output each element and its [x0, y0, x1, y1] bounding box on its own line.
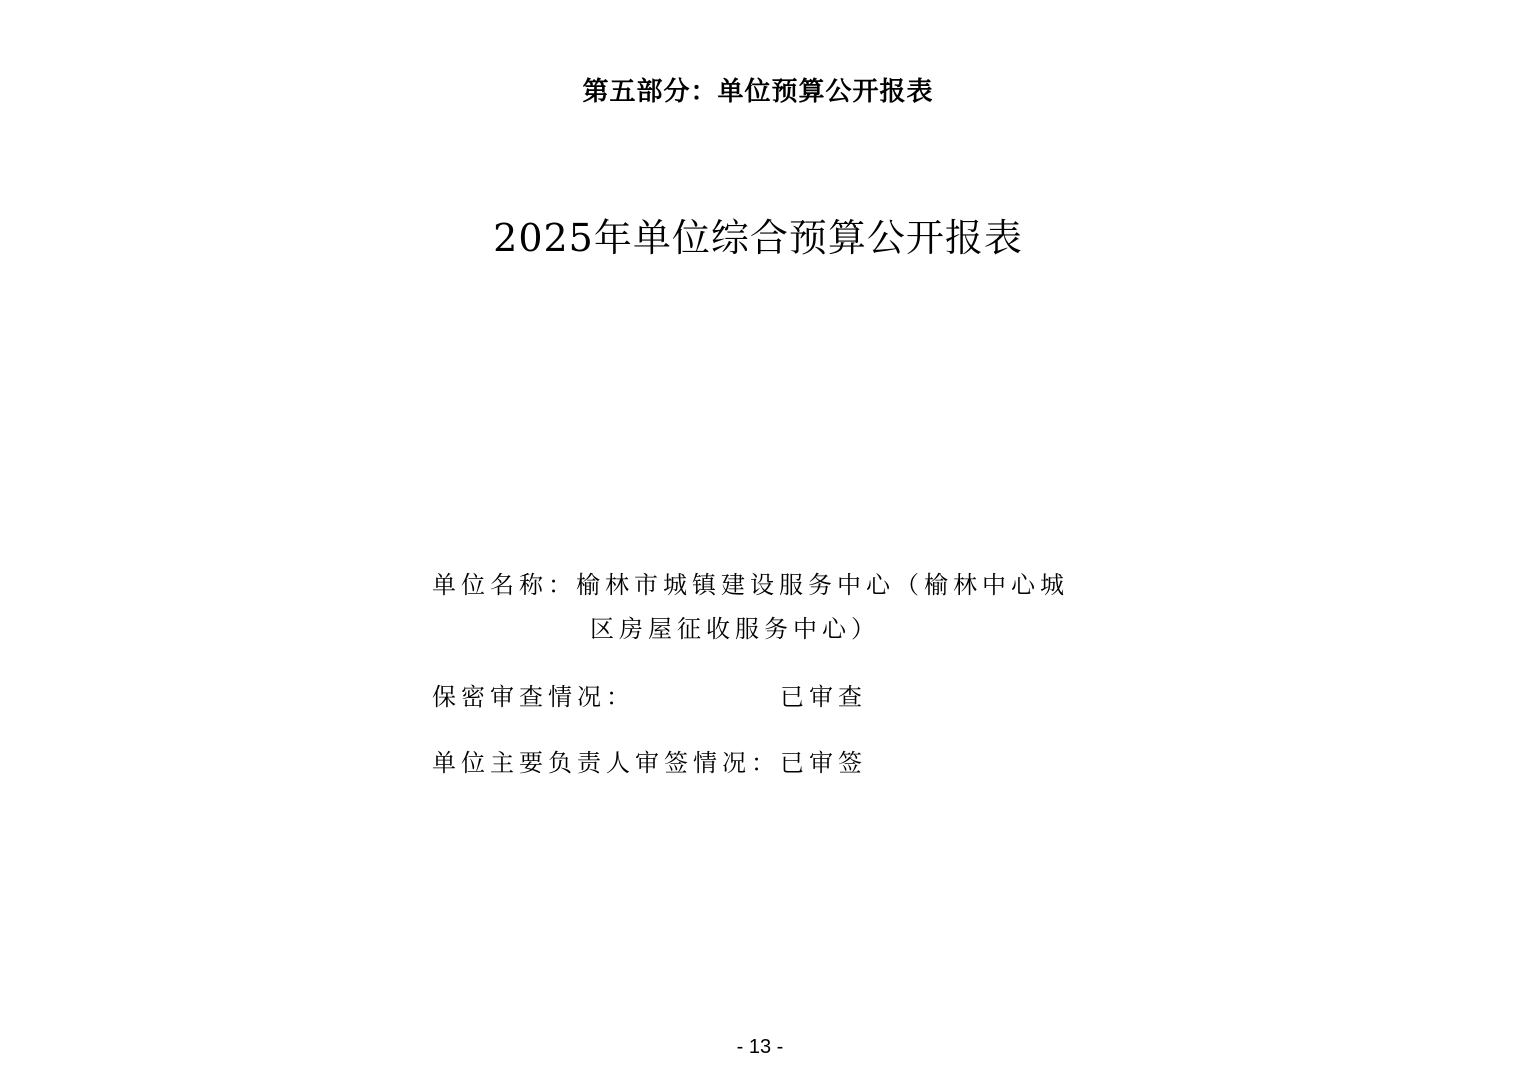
unit-name-label: 单位名称： — [432, 571, 577, 599]
page-number: - 13 - — [736, 1036, 784, 1058]
unit-name-value-line2: 区房屋征收服务中心） — [590, 615, 880, 643]
principal-signoff-value: 已审签 — [780, 749, 867, 777]
principal-signoff-label: 单位主要负责人审签情况： — [432, 749, 780, 777]
unit-name-value-line1: 榆林市城镇建设服务中心（榆林中心城 — [576, 571, 1069, 599]
secrecy-review-label: 保密审查情况： — [432, 683, 635, 711]
secrecy-review-value: 已审查 — [780, 683, 867, 711]
report-title: 2025年单位综合预算公开报表 — [493, 216, 1023, 260]
section-heading: 第五部分：单位预算公开报表 — [582, 77, 934, 107]
